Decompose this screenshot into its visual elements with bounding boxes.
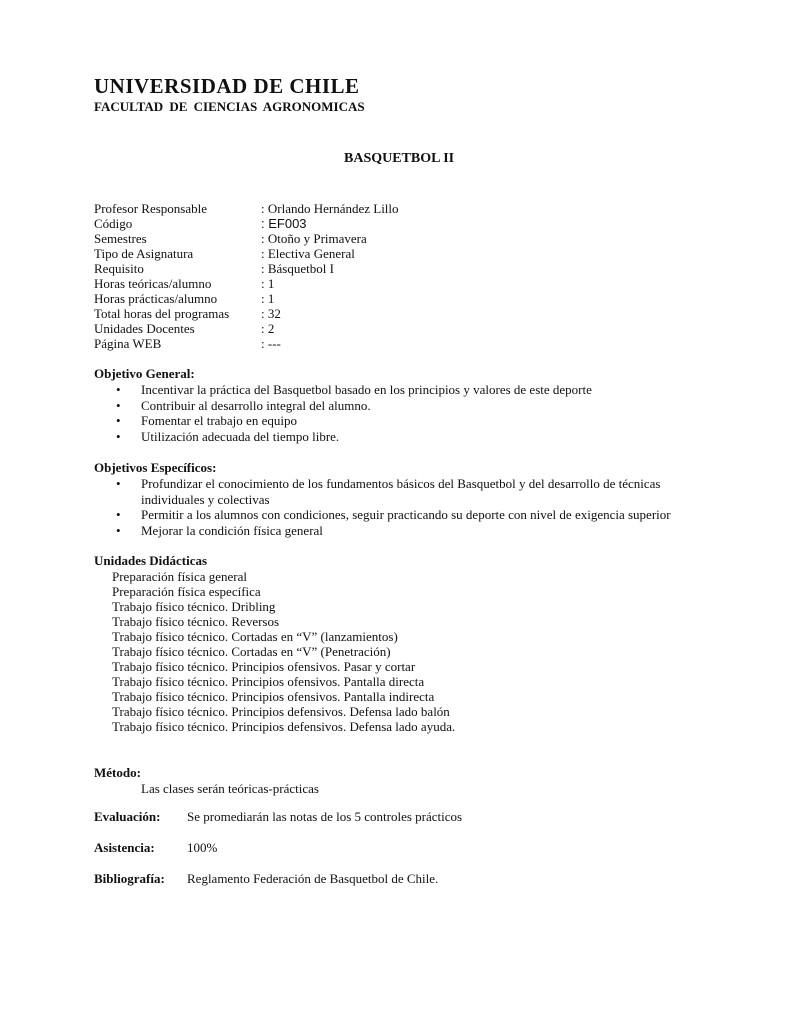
info-value: : EF003 xyxy=(261,216,307,231)
list-item: • Mejorar la condición física general xyxy=(94,523,694,539)
section-title: Objetivo General: xyxy=(94,366,195,381)
evaluation-label: Evaluación: xyxy=(94,809,161,824)
units-section xyxy=(94,553,455,734)
list-item: Preparación física general xyxy=(112,569,247,584)
list-item: • Permitir a los alumnos con condiciones, seguir practicando su deporte con nivel de exigencia superior xyxy=(94,507,694,523)
info-label: Requisito xyxy=(94,261,144,276)
list-item: Trabajo físico técnico. Cortadas en “V” (Penetración) xyxy=(112,644,391,659)
evaluation-row xyxy=(94,809,462,825)
attendance-value: 100% xyxy=(187,840,218,855)
info-row xyxy=(94,336,399,351)
info-label: Semestres xyxy=(94,231,147,246)
list-item: Trabajo físico técnico. Principios ofensivos. Pantalla indirecta xyxy=(112,689,435,704)
info-row xyxy=(94,291,399,306)
list-item: Preparación física específica xyxy=(112,584,261,599)
info-value: : Otoño y Primavera xyxy=(261,231,367,246)
info-label: Total horas del programas xyxy=(94,306,230,321)
list-item: Trabajo físico técnico. Dribling xyxy=(112,599,276,614)
list-item: Trabajo físico técnico. Principios ofensivos. Pasar y cortar xyxy=(112,659,416,674)
info-row xyxy=(94,216,399,231)
info-value: : 2 xyxy=(261,321,275,336)
info-value: : 32 xyxy=(261,306,281,321)
info-label: Página WEB xyxy=(94,336,162,351)
info-value: : Electiva General xyxy=(261,246,355,261)
list-item: • Incentivar la práctica del Basquetbol basado en los principios y valores de este deporte xyxy=(94,382,592,398)
info-row xyxy=(94,231,399,246)
list-item: Trabajo físico técnico. Principios defensivos. Defensa lado balón xyxy=(112,704,450,719)
course-title: BASQUETBOL II xyxy=(344,151,455,166)
list-item: Trabajo físico técnico. Cortadas en “V” (lanzamientos) xyxy=(112,629,398,644)
university-title: UNIVERSIDAD DE CHILE xyxy=(94,74,360,98)
general-objective-section xyxy=(94,366,592,444)
section-title: Unidades Didácticas xyxy=(94,553,208,568)
info-value: : Orlando Hernández Lillo xyxy=(261,201,399,216)
info-label: Horas teóricas/alumno xyxy=(94,276,212,291)
list-item: • Contribuir al desarrollo integral del alumno. xyxy=(94,398,592,414)
info-value: : Básquetbol I xyxy=(261,261,334,276)
units-list xyxy=(94,569,455,734)
method-section xyxy=(94,765,319,796)
info-label: Horas prácticas/alumno xyxy=(94,291,218,306)
bibliography-row xyxy=(94,871,438,887)
faculty-title: FACULTAD DE CIENCIAS AGRONOMICAS xyxy=(94,99,365,114)
list-item: • Profundizar el conocimiento de los fundamentos básicos del Basquetbol y del desarrollo de técnicas individuales y colectivas xyxy=(94,476,661,507)
info-value: : 1 xyxy=(261,291,275,306)
list-item: • Utilización adecuada del tiempo libre. xyxy=(94,429,592,445)
info-row xyxy=(94,276,399,291)
info-label: Código xyxy=(94,216,133,231)
info-row xyxy=(94,261,399,276)
section-title: Método: xyxy=(94,765,141,780)
specific-objectives-section xyxy=(94,460,694,538)
list-item: Trabajo físico técnico. Reversos xyxy=(112,614,280,629)
bibliography-label: Bibliografía: xyxy=(94,871,165,886)
list-item: Trabajo físico técnico. Principios ofensivos. Pantalla directa xyxy=(112,674,425,689)
info-row xyxy=(94,306,399,321)
info-label: Profesor Responsable xyxy=(94,201,208,216)
info-value: : --- xyxy=(261,336,281,351)
info-row xyxy=(94,321,399,336)
attendance-label: Asistencia: xyxy=(94,840,155,855)
course-info-table xyxy=(94,201,399,351)
info-label: Unidades Docentes xyxy=(94,321,195,336)
info-row xyxy=(94,246,399,261)
attendance-row xyxy=(94,840,217,856)
info-value: : 1 xyxy=(261,276,275,291)
list-item: Trabajo físico técnico. Principios defensivos. Defensa lado ayuda. xyxy=(112,719,456,734)
section-title: Objetivos Específicos: xyxy=(94,460,217,475)
method-text: Las clases serán teóricas-prácticas xyxy=(141,781,319,796)
evaluation-value: Se promediarán las notas de los 5 controles prácticos xyxy=(187,809,463,824)
bibliography-value: Reglamento Federación de Basquetbol de Chile. xyxy=(187,871,439,886)
list-item: • Fomentar el trabajo en equipo xyxy=(94,413,592,429)
info-label: Tipo de Asignatura xyxy=(94,246,194,261)
info-row xyxy=(94,201,399,216)
